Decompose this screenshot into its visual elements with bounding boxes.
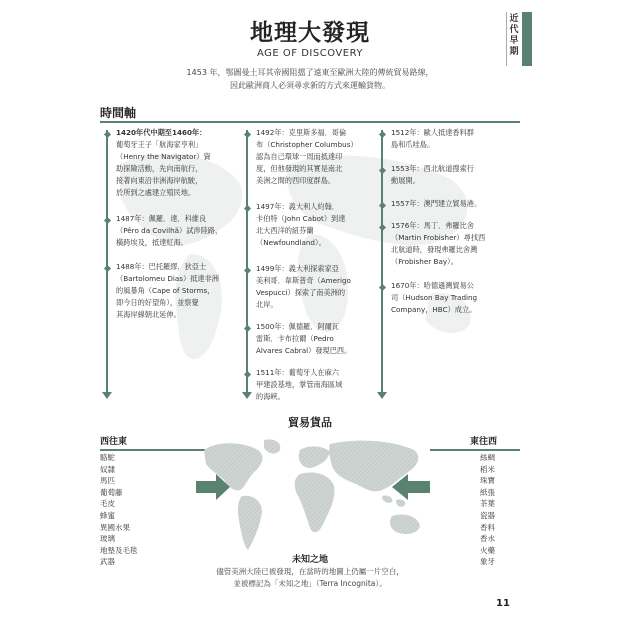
- entry-line: 1512年：歐人抵達香料群: [391, 128, 474, 137]
- trade-title: 貿易貨品: [288, 416, 332, 429]
- entry-line: （Newfoundland）。: [256, 238, 326, 247]
- entry-line: 北大西洋的紐芬蘭: [256, 226, 314, 235]
- page-number: 11: [496, 598, 510, 609]
- timeline-entry: [256, 321, 382, 357]
- entry-line: （Martin Frobisher）尋找西: [391, 233, 486, 242]
- chapter-tab-label: 近代早期: [509, 14, 519, 57]
- entry-line: 島和爪哇島。: [391, 140, 435, 149]
- goods-item: 象牙: [480, 557, 495, 567]
- unknown-line: 儘管美洲大陸已被發現，在當時的地圖上仍屬一片空白，: [216, 567, 404, 576]
- goods-item: 火藥: [480, 545, 495, 555]
- timeline-line: [106, 130, 108, 392]
- goods-item: 駱駝: [100, 453, 115, 462]
- goods-item: 紙張: [480, 487, 495, 497]
- continents: [204, 439, 420, 550]
- entry-line: 葡萄牙王子「航海家亨利」: [116, 140, 203, 149]
- goods-item: 珠寶: [480, 476, 495, 486]
- goods-item: 葡萄藤: [100, 487, 123, 497]
- entry-line: （Frobisher Bay）。: [391, 257, 458, 266]
- timeline-arrow-icon: [242, 392, 252, 399]
- goods-item: 玻璃: [100, 534, 115, 544]
- unknown-line: 並被標記為「未知之地」（Terra Incognita）。: [233, 579, 387, 588]
- entry-line: 1511年：葡萄牙人在麻六: [256, 368, 339, 377]
- entry-line: 1576年：馬丁．弗羅比舍: [391, 221, 474, 230]
- entry-line: 雷斯．卡布拉爾（Pedro: [256, 334, 334, 343]
- timeline-entry: [256, 127, 382, 187]
- goods-item: 香料: [480, 522, 495, 532]
- timeline-entry: [256, 263, 382, 311]
- entry-line: 1492年：克里斯多福．哥倫: [256, 128, 347, 137]
- timeline-entry: [391, 198, 521, 210]
- east-to-west-title: 東往西: [470, 437, 498, 447]
- timeline-entry: [256, 201, 382, 249]
- entry-line: 美洲之間的西印度群島。: [256, 176, 336, 185]
- entry-line: 布（Christopher Columbus）: [256, 140, 358, 149]
- intro-line: 因此歐洲商人必須尋求新的方式來運輸貨物。: [230, 81, 390, 90]
- entry-line: Álvares Cabral）發現巴西。: [256, 346, 352, 355]
- entry-line: 於所到之處建立殖民地。: [116, 188, 196, 197]
- entry-line: 1497年：義大利人約翰．: [256, 202, 339, 211]
- entry-line: 1670年：哈德遜灣貿易公: [391, 281, 474, 290]
- timeline-entry: [391, 220, 521, 268]
- page-subtitle: AGE OF DISCOVERY: [257, 48, 363, 59]
- goods-item: 香水: [480, 534, 495, 544]
- east-to-west-rule: [430, 449, 520, 451]
- timeline-rule: [100, 121, 520, 123]
- entry-line: 認為自己環球一周而抵達印: [256, 152, 343, 161]
- goods-item: 地墊及毛毯: [100, 545, 138, 555]
- goods-item: 瓷器: [480, 510, 495, 520]
- goods-item: 蜂蜜: [100, 510, 115, 520]
- entry-line: 司（Hudson Bay Trading: [391, 293, 478, 302]
- timeline-entry: [116, 213, 246, 249]
- intro-text: [100, 66, 520, 92]
- entry-line: 美利哥．韋斯普奇（Amerigo: [256, 276, 351, 285]
- entry-line: 其海岸線朝北延伸。: [116, 310, 181, 319]
- entry-line: （Pêro da Covilhã）試涉陸路，: [116, 226, 223, 235]
- goods-item: 奴隸: [100, 464, 115, 474]
- timeline-entry: [391, 280, 521, 316]
- entry-line: 接著向東沿非洲海岸航駛，: [116, 176, 203, 185]
- entry-line: 1499年：義大利探索家亞: [256, 264, 339, 273]
- entry-line: 度，但他發現的其實是南北: [256, 164, 343, 173]
- entry-line: Company，HBC）成立。: [391, 305, 477, 314]
- entry-line: 北岸。: [256, 300, 278, 309]
- entry-line: 北航道時，發現弗羅比舍灣: [391, 245, 478, 254]
- timeline-title: 時間軸: [100, 106, 137, 120]
- west-to-east-list: [100, 452, 138, 568]
- east-to-west-list: [480, 452, 495, 568]
- page-title: 地理大發現: [250, 20, 370, 46]
- entry-line: 的海峽。: [256, 392, 285, 401]
- timeline-line: [246, 130, 248, 392]
- entry-line: 即今日的好望角），並察覺: [116, 298, 199, 307]
- goods-item: 馬匹: [100, 476, 115, 486]
- timeline-entry: [256, 367, 382, 403]
- entry-line: 1553年：西北航道搜索行: [391, 164, 474, 173]
- entry-line: 橫跨埃及，抵達紅海。: [116, 238, 188, 247]
- entry-line: 1557年：澳門建立貿易港。: [391, 199, 482, 208]
- entry-line: （Bartolomeu Dias）抵達非洲: [116, 274, 219, 283]
- entry-line: 1420年代中期至1460年：: [116, 128, 207, 137]
- entry-line: 1487年：佩羅．達．科維良: [116, 214, 207, 223]
- entry-line: 的風暴角（Cape of Storms，: [116, 286, 215, 295]
- unknown-land-text: [180, 566, 440, 590]
- entry-line: （Henry the Navigator）資: [116, 152, 211, 161]
- goods-item: 茶葉: [480, 499, 495, 509]
- entry-line: 1500年：佩德羅．阿爾瓦: [256, 322, 339, 331]
- goods-item: 毛皮: [100, 499, 115, 509]
- unknown-land-title: 未知之地: [291, 555, 328, 565]
- entry-line: 助探險活動，先向南航行，: [116, 164, 203, 173]
- world-map: [196, 436, 430, 556]
- timeline-entry: [116, 261, 246, 321]
- entry-line: 甲建設基地，掌管南海區域: [256, 380, 343, 389]
- west-to-east-title: 西往東: [100, 437, 128, 447]
- entry-line: 動展開。: [391, 176, 420, 185]
- goods-item: 異國水果: [100, 522, 130, 532]
- entry-line: Vespucci）探索了南美洲的: [256, 288, 346, 297]
- goods-item: 武器: [100, 557, 115, 567]
- goods-item: 稻米: [480, 464, 495, 474]
- timeline-entry: [391, 127, 521, 151]
- entry-line: 卡伯特（John Cabot）到達: [256, 214, 346, 223]
- timeline-entry: [116, 127, 246, 199]
- goods-item: 絲綢: [480, 453, 495, 462]
- timeline-arrow-icon: [102, 392, 112, 399]
- timeline-entry: [391, 163, 521, 187]
- entry-line: 1488年：巴托羅繆．狄亞士: [116, 262, 207, 271]
- intro-line: 1453 年，鄂圖曼土耳其帝國阻擋了遠東至歐洲大陸的傳統貿易路線，: [186, 68, 434, 77]
